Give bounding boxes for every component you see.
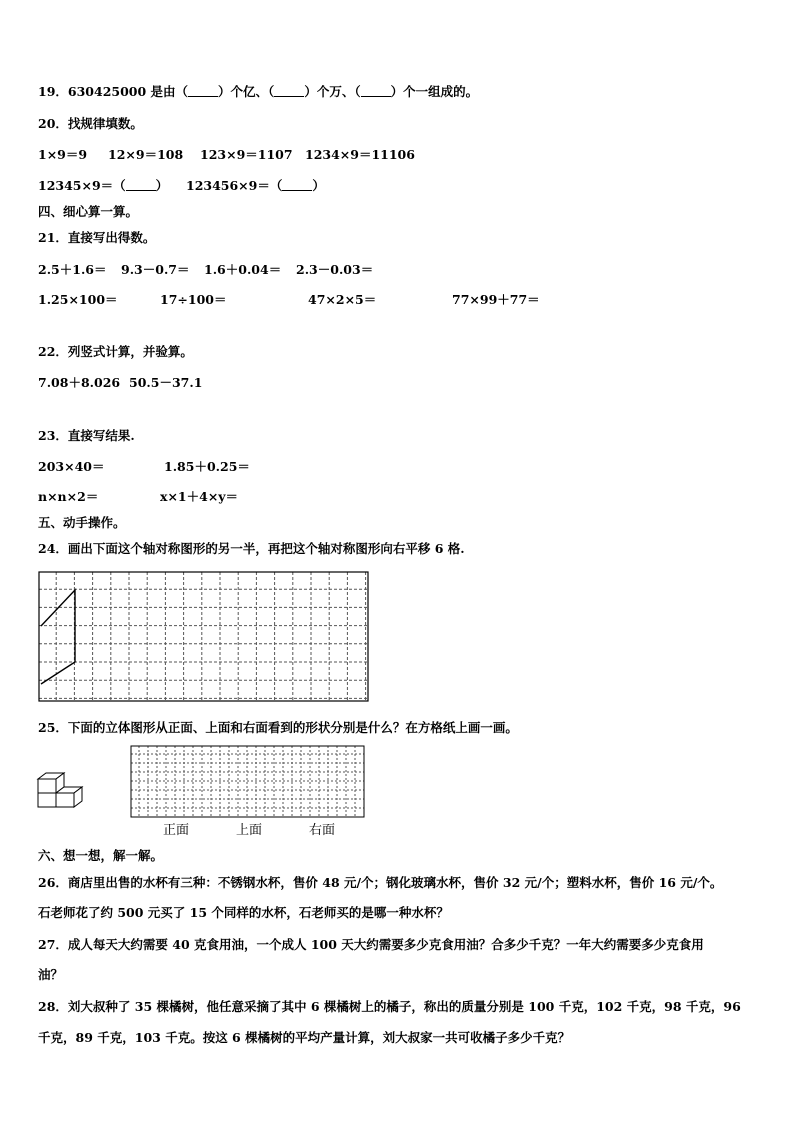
q21-expr: 1.25×100＝ bbox=[38, 292, 118, 307]
q21-expr: 2.5＋1.6＝ bbox=[38, 262, 107, 277]
front-view-label: 正面 bbox=[163, 823, 190, 838]
question-19 bbox=[38, 84, 478, 100]
q19-text-b: ）个亿、（ bbox=[218, 84, 275, 99]
q20-expr: 1234×9＝11106 bbox=[305, 147, 415, 162]
q20-fill-b-text: 123456×9＝（ bbox=[186, 178, 283, 193]
q21-expr: 9.3－0.7＝ bbox=[121, 262, 190, 277]
q25-title: 25．下面的立体图形从正面、上面和右面看到的形状分别是什么？在方格纸上画一画。 bbox=[38, 720, 518, 735]
answer-blank[interactable] bbox=[126, 179, 156, 191]
q21-expr: 47×2×5＝ bbox=[308, 292, 377, 307]
q23-title: 23．直接写结果. bbox=[38, 428, 135, 443]
q20-fill-b bbox=[186, 178, 325, 194]
q22-item: 7.08＋8.026 bbox=[38, 375, 121, 390]
q21-expr: 17÷100＝ bbox=[160, 292, 227, 307]
q19-text-d: ）个一组成的。 bbox=[390, 84, 479, 99]
q22-item: 50.5－37.1 bbox=[129, 375, 203, 390]
q20-expr: 12×9＝108 bbox=[108, 147, 184, 162]
q26-line-2: 石老师花了约 500 元买了 15 个同样的水杯，石老师买的是哪一种水杯？ bbox=[38, 905, 449, 920]
q24-grid[interactable] bbox=[38, 571, 370, 703]
top-view-label: 上面 bbox=[236, 823, 263, 838]
answer-blank[interactable] bbox=[274, 85, 304, 97]
q23-expr: n×n×2＝ bbox=[38, 489, 99, 504]
q19-text-c: ）个万、（ bbox=[304, 84, 361, 99]
q28-line-1: 28．刘大叔种了 35 棵橘树，他任意采摘了其中 6 棵橘树上的橘子，称出的质量分别是 100 千克，102 千克，98 千克，96 bbox=[38, 999, 741, 1014]
q22-title: 22．列竖式计算，并验算。 bbox=[38, 344, 193, 359]
right-view-label: 右面 bbox=[309, 823, 336, 838]
q23-expr: 203×40＝ bbox=[38, 459, 105, 474]
q21-expr: 77×99＋77＝ bbox=[452, 292, 540, 307]
q23-expr: 1.85＋0.25＝ bbox=[164, 459, 250, 474]
q20-fill-a-text: 12345×9＝（ bbox=[38, 178, 126, 193]
q19-num: 19． bbox=[38, 84, 68, 99]
q20-title: 20．找规律填数。 bbox=[38, 116, 143, 131]
q20-expr: 1×9＝9 bbox=[38, 147, 88, 162]
q25-grid[interactable] bbox=[130, 745, 366, 819]
half-shape bbox=[41, 590, 75, 684]
q19-text-a: 630425000 是由（ bbox=[67, 84, 189, 99]
q27-line-1: 27．成人每天大约需要 40 克食用油，一个成人 100 天大约需要多少克食用油？合多少千克？一年大约需要多少克食用 bbox=[38, 937, 704, 952]
q21-expr: 2.3－0.03＝ bbox=[296, 262, 374, 277]
q20-fill-b-end: ） bbox=[312, 178, 325, 193]
q26-line-1: 26．商店里出售的水杯有三种：不锈钢水杯，售价 48 元/个；钢化玻璃水杯，售价 32 元/个；塑料水杯，售价 16 元/个。 bbox=[38, 875, 723, 890]
q20-fill-a-end: ） bbox=[155, 178, 169, 193]
section-5-heading: 五、动手操作。 bbox=[38, 515, 126, 530]
q20-fill-a bbox=[38, 178, 168, 194]
cube-figure bbox=[36, 771, 94, 815]
q23-expr: x×1＋4×y＝ bbox=[160, 489, 239, 504]
section-6-heading: 六、想一想，解一解。 bbox=[38, 848, 164, 863]
q27-line-2: 油？ bbox=[38, 967, 64, 982]
answer-blank[interactable] bbox=[361, 85, 391, 97]
answer-blank[interactable] bbox=[282, 179, 312, 191]
q21-expr: 1.6＋0.04＝ bbox=[204, 262, 282, 277]
q21-title: 21．直接写出得数。 bbox=[38, 230, 156, 245]
answer-blank[interactable] bbox=[188, 85, 218, 97]
q28-line-2: 千克，89 千克，103 千克。按这 6 棵橘树的平均产量计算，刘大叔家一共可收橘子多少千克？ bbox=[38, 1030, 571, 1045]
q20-expr: 123×9＝1107 bbox=[200, 147, 293, 162]
section-4-heading: 四、细心算一算。 bbox=[38, 204, 139, 219]
q24-title: 24．画出下面这个轴对称图形的另一半，再把这个轴对称图形向右平移 6 格. bbox=[38, 541, 465, 556]
